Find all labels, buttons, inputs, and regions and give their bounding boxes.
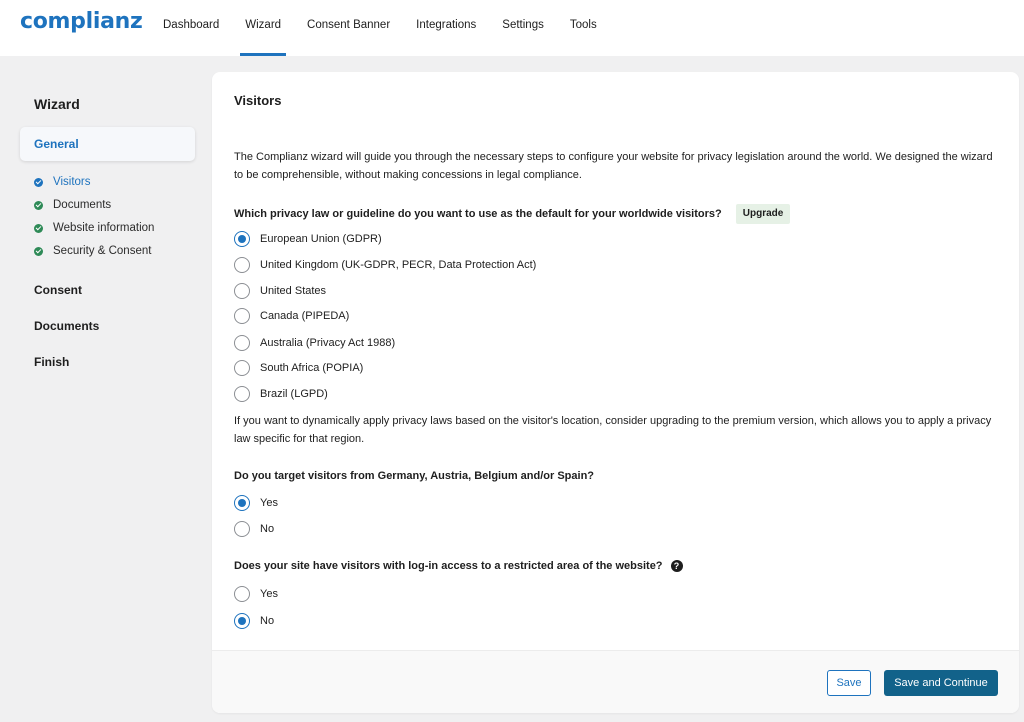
- check-icon: [34, 224, 43, 233]
- radio-label: South Africa (POPIA): [260, 362, 364, 374]
- top-header: [0, 0, 1024, 56]
- help-icon[interactable]: ?: [671, 560, 683, 572]
- radio-option-target-yes[interactable]: [234, 495, 278, 511]
- nav-wizard[interactable]: Wizard: [232, 0, 294, 56]
- radio-button[interactable]: [234, 335, 250, 351]
- radio-label: No: [260, 523, 275, 535]
- radio-button[interactable]: [234, 283, 250, 299]
- radio-button[interactable]: [234, 231, 250, 247]
- radio-button[interactable]: [234, 360, 250, 376]
- sidebar-section-documents[interactable]: Documents: [34, 319, 100, 333]
- radio-option-uk-gdpr[interactable]: [234, 257, 536, 273]
- radio-label: European Union (GDPR): [260, 233, 382, 245]
- question-label: Does your site have visitors with log-in access to a restricted area of the website?: [234, 560, 663, 572]
- question-label: Do you target visitors from Germany, Austria, Belgium and/or Spain?: [234, 470, 595, 482]
- complianz-logo[interactable]: complianz: [20, 9, 143, 34]
- sidebar-title: Wizard: [34, 96, 80, 112]
- radio-button[interactable]: [234, 495, 250, 511]
- card-footer: [212, 650, 1019, 713]
- radio-option-gdpr[interactable]: [234, 231, 382, 247]
- check-icon: [34, 201, 43, 210]
- page-title: Visitors: [234, 93, 282, 108]
- nav-consent-banner[interactable]: Consent Banner: [307, 19, 391, 31]
- radio-option-login-no[interactable]: [234, 613, 274, 629]
- radio-option-login-yes[interactable]: [234, 586, 278, 602]
- nav-settings[interactable]: Settings: [502, 19, 544, 31]
- radio-button[interactable]: [234, 521, 250, 537]
- question-label: Which privacy law or guideline do you want to use as the default for your worldwide visitors?: [234, 208, 722, 220]
- radio-label: United Kingdom (UK-GDPR, PECR, Data Protection Act): [260, 259, 537, 271]
- radio-button[interactable]: [234, 613, 250, 629]
- radio-option-united-states[interactable]: [234, 283, 326, 299]
- radio-option-australia[interactable]: [234, 335, 395, 351]
- sidebar-subitem-security-consent[interactable]: [34, 243, 151, 259]
- nav-tools[interactable]: Tools: [569, 19, 597, 31]
- upgrade-badge[interactable]: Upgrade: [736, 204, 791, 224]
- sidebar-subitem-label: Visitors: [53, 176, 91, 188]
- check-icon: [34, 247, 43, 256]
- check-icon: [34, 178, 43, 187]
- radio-option-target-no[interactable]: [234, 521, 274, 537]
- radio-label: No: [260, 615, 275, 627]
- radio-label: United States: [260, 285, 327, 297]
- radio-option-canada[interactable]: [234, 308, 349, 324]
- sidebar-subitem-website-information[interactable]: [34, 220, 154, 236]
- radio-button[interactable]: [234, 308, 250, 324]
- radio-label: Brazil (LGPD): [260, 388, 328, 400]
- radio-label: Australia (Privacy Act 1988): [260, 337, 396, 349]
- login-access-question: [234, 560, 683, 572]
- radio-label: Canada (PIPEDA): [260, 310, 350, 322]
- privacy-law-question: [234, 204, 790, 224]
- sidebar-subitem-label: Documents: [53, 199, 112, 211]
- radio-label: Yes: [260, 588, 278, 600]
- sidebar-section-finish[interactable]: Finish: [34, 355, 70, 369]
- radio-button[interactable]: [234, 257, 250, 273]
- radio-label: Yes: [260, 497, 278, 509]
- sidebar-section-consent[interactable]: Consent: [34, 283, 82, 297]
- radio-button[interactable]: [234, 586, 250, 602]
- target-visitors-question: [234, 470, 594, 482]
- radio-option-south-africa[interactable]: [234, 360, 363, 376]
- radio-button[interactable]: [234, 386, 250, 402]
- sidebar-item-general[interactable]: General: [20, 127, 195, 161]
- save-button[interactable]: Save: [827, 670, 871, 696]
- nav-integrations[interactable]: Integrations: [416, 19, 477, 31]
- sidebar-subitem-label: Security & Consent: [53, 245, 152, 257]
- sidebar-subitem-documents[interactable]: [34, 197, 111, 213]
- save-and-continue-button[interactable]: Save and Continue: [884, 670, 998, 696]
- radio-option-brazil[interactable]: [234, 386, 328, 402]
- nav-dashboard[interactable]: Dashboard: [163, 19, 220, 31]
- wizard-card: [212, 72, 1019, 713]
- main-nav: [150, 0, 610, 56]
- sidebar-subitem-visitors[interactable]: [34, 174, 91, 190]
- intro-text: The Complianz wizard will guide you through the necessary steps to configure your website for privacy legislation around the world. We designed the wizard to be comprehensible, without making concessions in legal compliance.: [234, 151, 993, 181]
- upgrade-note: If you want to dynamically apply privacy laws based on the visitor's location, consider upgrading to the premium version, which allows you to apply a privacy law specific for that region.: [234, 415, 992, 445]
- sidebar-subitem-label: Website information: [53, 222, 155, 234]
